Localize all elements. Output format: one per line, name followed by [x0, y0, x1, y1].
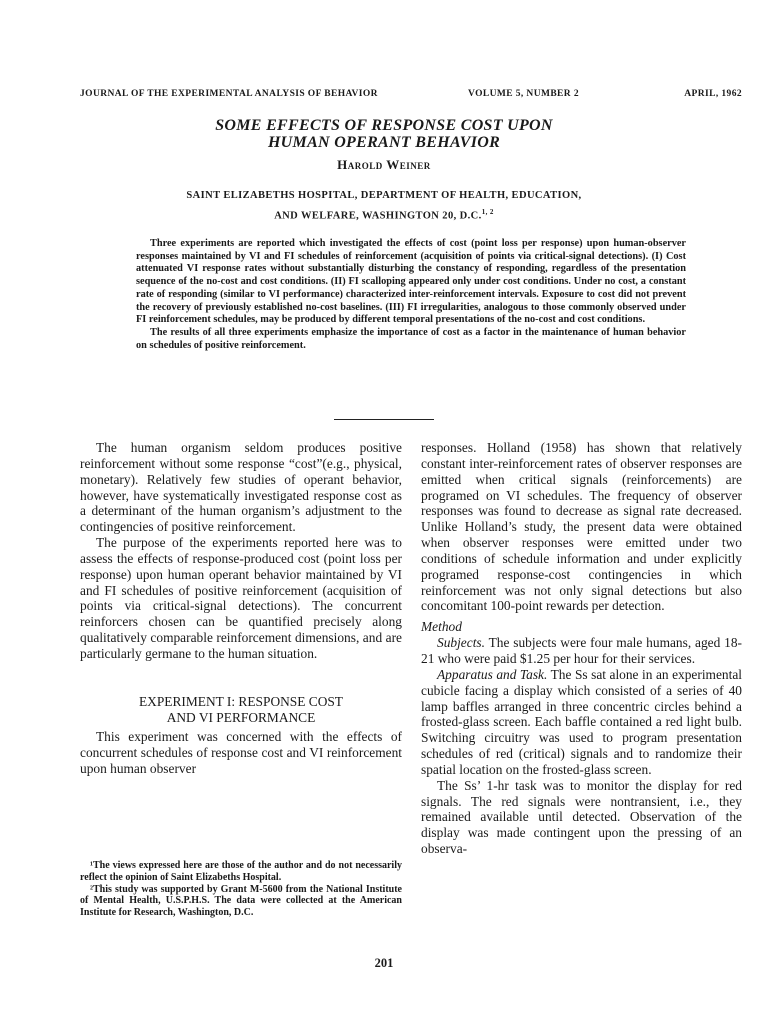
experiment-1-heading-line-2: AND VI PERFORMANCE: [166, 709, 316, 725]
task-paragraph: The Ss’ 1-hr task was to monitor the display for red signals. The red signals were nontransient, i.e., they remained available until detected. Observation of the display was made contingent upon the pressing of an observa-: [421, 777, 742, 857]
affiliation: [150, 188, 618, 225]
subjects-label: Subjects.: [437, 635, 485, 651]
apparatus-paragraph: [421, 667, 742, 778]
author-name: Harold Weiner: [337, 157, 431, 172]
abstract-paragraph-2: The results of all three experiments emphasize the importance of cost as a factor in the maintenance of human behavior on schedules of positive reinforcement.: [136, 326, 686, 351]
right-column: [421, 440, 742, 857]
page-number: 201: [374, 956, 394, 970]
title-line-2: HUMAN OPERANT BEHAVIOR: [267, 134, 501, 151]
subjects-text: The subjects were four male humans, aged 18-21 who were paid $1.25 per hour for their services.: [421, 635, 743, 666]
running-head: [80, 89, 742, 103]
intro-paragraph-2: The purpose of the experiments reported here was to assess the effects of response-produced cost (point loss per response) upon human operant behavior maintained by VI and FI schedules of positive reinforcement (acquisition of points via critical-signal detections). The concurrent reinforcers chosen can be quantified precisely along qualitatively comparable reinforcement dimensions, and are particularly germane to the human situation.: [80, 535, 402, 661]
issue-date: APRIL, 1962: [684, 89, 742, 99]
subjects-paragraph: [421, 635, 742, 667]
affiliation-line-2: AND WELFARE, WASHINGTON 20, D.C.: [274, 210, 482, 222]
affiliation-line-1: SAINT ELIZABETHS HOSPITAL, DEPARTMENT OF HEALTH, EDUCATION,: [186, 190, 582, 201]
journal-name: JOURNAL OF THE EXPERIMENTAL ANALYSIS OF BEHAVIOR: [80, 89, 378, 99]
experiment-1-paragraph: This experiment was concerned with the effects of concurrent schedules of response cost and VI reinforcement upon human observer: [80, 728, 402, 776]
method-heading: Method: [421, 619, 462, 635]
paper-title: [100, 117, 668, 151]
holland-paragraph: responses. Holland (1958) has shown that relatively constant inter-reinforcement rates of observer responses are emitted when critical signals (reinforcements) are programed on VI schedules. The frequency of observer responses was found to decrease as signal rate decreased. Unlike Holland’s study, the present data were obtained when observer responses were emitted under two conditions of schedule information and under explicitly programed response-cost contingencies in which reinforcement was not only signal detections but also concomitant 100-point rewards per detection.: [421, 440, 742, 614]
section-divider: [334, 419, 434, 420]
experiment-1-heading-line-1: EXPERIMENT I: RESPONSE COST: [139, 693, 343, 709]
abstract: [136, 238, 686, 352]
footnote-2: ²This study was supported by Grant M-5600 from the National Institute of Mental Health, U.S.P.H.S. The data were collected at the American Institute for Research, Washington, D.C.: [80, 883, 402, 919]
intro-paragraph-1: The human organism seldom produces positive reinforcement without some response “cost”(e.g., physical, monetary). Relatively few studies of operant behavior, however, have systematically investigated response cost as a determinant of the human organism’s adjustment to the contingencies of positive reinforcement.: [80, 440, 402, 535]
footnote-1: ¹The views expressed here are those of the author and do not necessarily reflect the opinion of Saint Elizabeths Hospital.: [80, 860, 402, 883]
apparatus-text: The Ss sat alone in an experimental cubicle facing a display which consisted of a series of 40 lamp baffles arranged in three concentric circles behind a frosted-glass screen. Each baffle contained a red light bulb. Switching circuitry was used to program presentation schedules of red (critical) signals and to randomize their spatial location on the frosted-glass screen.: [421, 666, 742, 777]
apparatus-label: Apparatus and Task.: [437, 666, 548, 682]
affiliation-line-2-wrap: [150, 204, 618, 225]
footnotes: [80, 860, 402, 919]
title-line-1: SOME EFFECTS OF RESPONSE COST UPON: [215, 117, 553, 134]
left-column: [80, 440, 402, 776]
affiliation-footnote-markers: 1, 2: [481, 208, 494, 216]
volume-number: VOLUME 5, NUMBER 2: [468, 89, 579, 99]
abstract-paragraph-1: Three experiments are reported which investigated the effects of cost (point loss per response) upon human-observer responses maintained by VI and FI schedules of reinforcement (acquisition of points via critical-signal detections). (I) Cost attenuated VI response rates without substantially disturbing the constancy of responding, regardless of the presentation sequence of the no-cost and cost conditions. (II) FI scalloping appeared only under cost conditions. Under no cost, a constant rate of responding (similar to VI performance) characterized inter-reinforcement intervals. Exposure to cost did not prevent the recovery of previously established no-cost baselines. (III) FI irregularities, analogous to those commonly observed under FI reinforcement schedules, may be produced by different temporal presentations of the no-cost and cost conditions.: [136, 238, 686, 326]
experiment-1-heading: [80, 694, 402, 726]
